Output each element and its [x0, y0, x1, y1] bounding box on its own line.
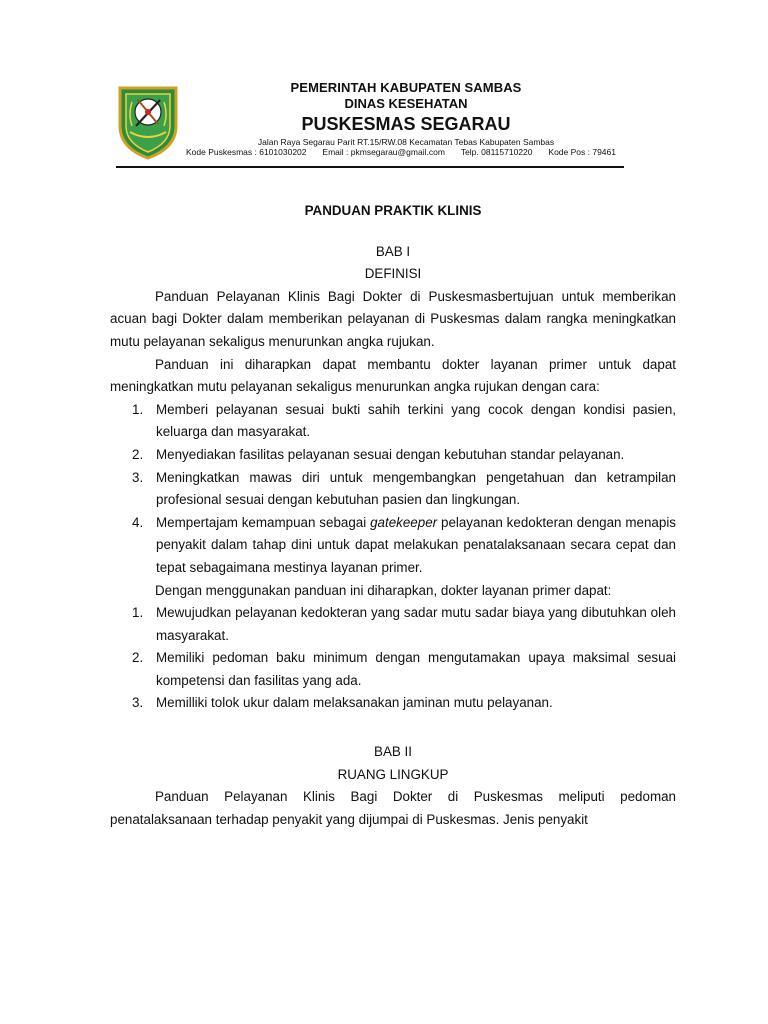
list-item [110, 467, 676, 512]
list-item [110, 647, 676, 692]
bab2-paragraph-1: Panduan Pelayanan Klinis Bagi Dokter di Puskesmas meliputi pedoman penatalaksanaan terhadap penyakit yang dijumpai di Puskesmas. Jenis penyakit [110, 789, 676, 827]
list-item-text: Memilliki tolok ukur dalam melaksanakan jaminan mutu pelayanan. [156, 695, 553, 711]
list-item-text-before: Mempertajam kemampuan sebagai [156, 514, 371, 530]
list-item-number: 1. [132, 605, 144, 621]
bab1-heading: BAB I [375, 243, 411, 259]
list-item-text: Meningkatkan mawas diri untuk mengembangkan pengetahuan dan ketrampilan profesional sesuai dengan kebutuhan pasien dan lingkungan. [156, 469, 676, 508]
letterhead-department: DINAS KESEHATAN [344, 96, 468, 111]
list-item [110, 444, 676, 467]
bab2-subheading: RUANG LINGKUP [337, 766, 449, 782]
bab1-paragraph-3: Dengan menggunakan panduan ini diharapkan, dokter layanan primer dapat: [155, 582, 612, 598]
bab1-subheading: DEFINISI [364, 266, 422, 282]
list-item-text: Menyediakan fasilitas pelayanan sesuai dengan kebutuhan standar pelayanan. [156, 446, 625, 462]
letterhead [116, 80, 624, 168]
list-item [110, 602, 676, 647]
bab1-paragraph-2: Panduan ini diharapkan dapat membantu dokter layanan primer untuk dapat meningkatkan mutu pelayanan sekaligus menurunkan angka rujukan dengan cara: [110, 356, 676, 395]
list-item-text: Mewujudkan pelayanan kedokteran yang sadar mutu sadar biaya yang dibutuhkan oleh masyarakat. [156, 605, 676, 643]
letterhead-contact-line [186, 146, 616, 158]
list-item-number: 3. [132, 695, 144, 711]
list-item-number: 1. [132, 401, 144, 417]
bab2-heading: BAB II [374, 744, 412, 760]
list-item-number: 4. [132, 514, 144, 530]
list-item-text: Memiliki pedoman baku minimum dengan mengutamakan upaya maksimal sesuai kompetensi dan fasilitas yang ada. [156, 650, 676, 688]
list-item [110, 692, 676, 715]
list-item-number: 3. [132, 469, 144, 485]
section-spacer [110, 715, 676, 741]
telephone: Telp. 08115710220 [460, 147, 533, 157]
letterhead-institution-name: PUSKESMAS SEGARAU [301, 114, 511, 134]
email: Email : pkmsegarau@gmail.com [322, 147, 445, 157]
document-title: PANDUAN PRAKTIK KLINIS [304, 203, 482, 218]
list-item-number: 2. [132, 650, 144, 666]
bab1-list-1 [110, 399, 676, 580]
list-item-text: Memberi pelayanan sesuai bukti sahih terkini yang cocok dengan kondisi pasien, keluarga dan masyarakat. [156, 401, 676, 440]
postal-code: Kode Pos : 79461 [548, 147, 616, 157]
letterhead-government: PEMERINTAH KABUPATEN SAMBAS [290, 80, 522, 95]
list-item-number: 2. [132, 446, 144, 462]
bab1-paragraph-1: Panduan Pelayanan Klinis Bagi Dokter di Puskesmasbertujuan untuk memberikan acuan bagi Dokter dalam memberikan pelayanan di Puskesmas dalam rangka meningkatkan mutu pelayanan sekaligus menurunkan angka rujukan. [110, 288, 676, 349]
list-item-emphasis: gatekeeper [370, 514, 438, 530]
letterhead-divider [116, 166, 624, 168]
list-item [110, 512, 676, 580]
list-item [110, 399, 676, 444]
sambas-regency-emblem-icon [116, 82, 180, 160]
letterhead-address: Jalan Raya Segarau Parit RT.15/RW.08 Kecamatan Tebas Kabupaten Sambas [257, 137, 555, 147]
kode-puskesmas: Kode Puskesmas : 6101030202 [186, 147, 307, 157]
list-item-text-after: pelayanan kedokteran dengan menapis penyakit dalam tahap dini untuk dapat melakukan penatalaksanaan secara cepat dan tepat sebagaimana mestinya layanan primer. [156, 514, 676, 575]
document-body [110, 200, 676, 831]
bab1-list-2 [110, 602, 676, 715]
